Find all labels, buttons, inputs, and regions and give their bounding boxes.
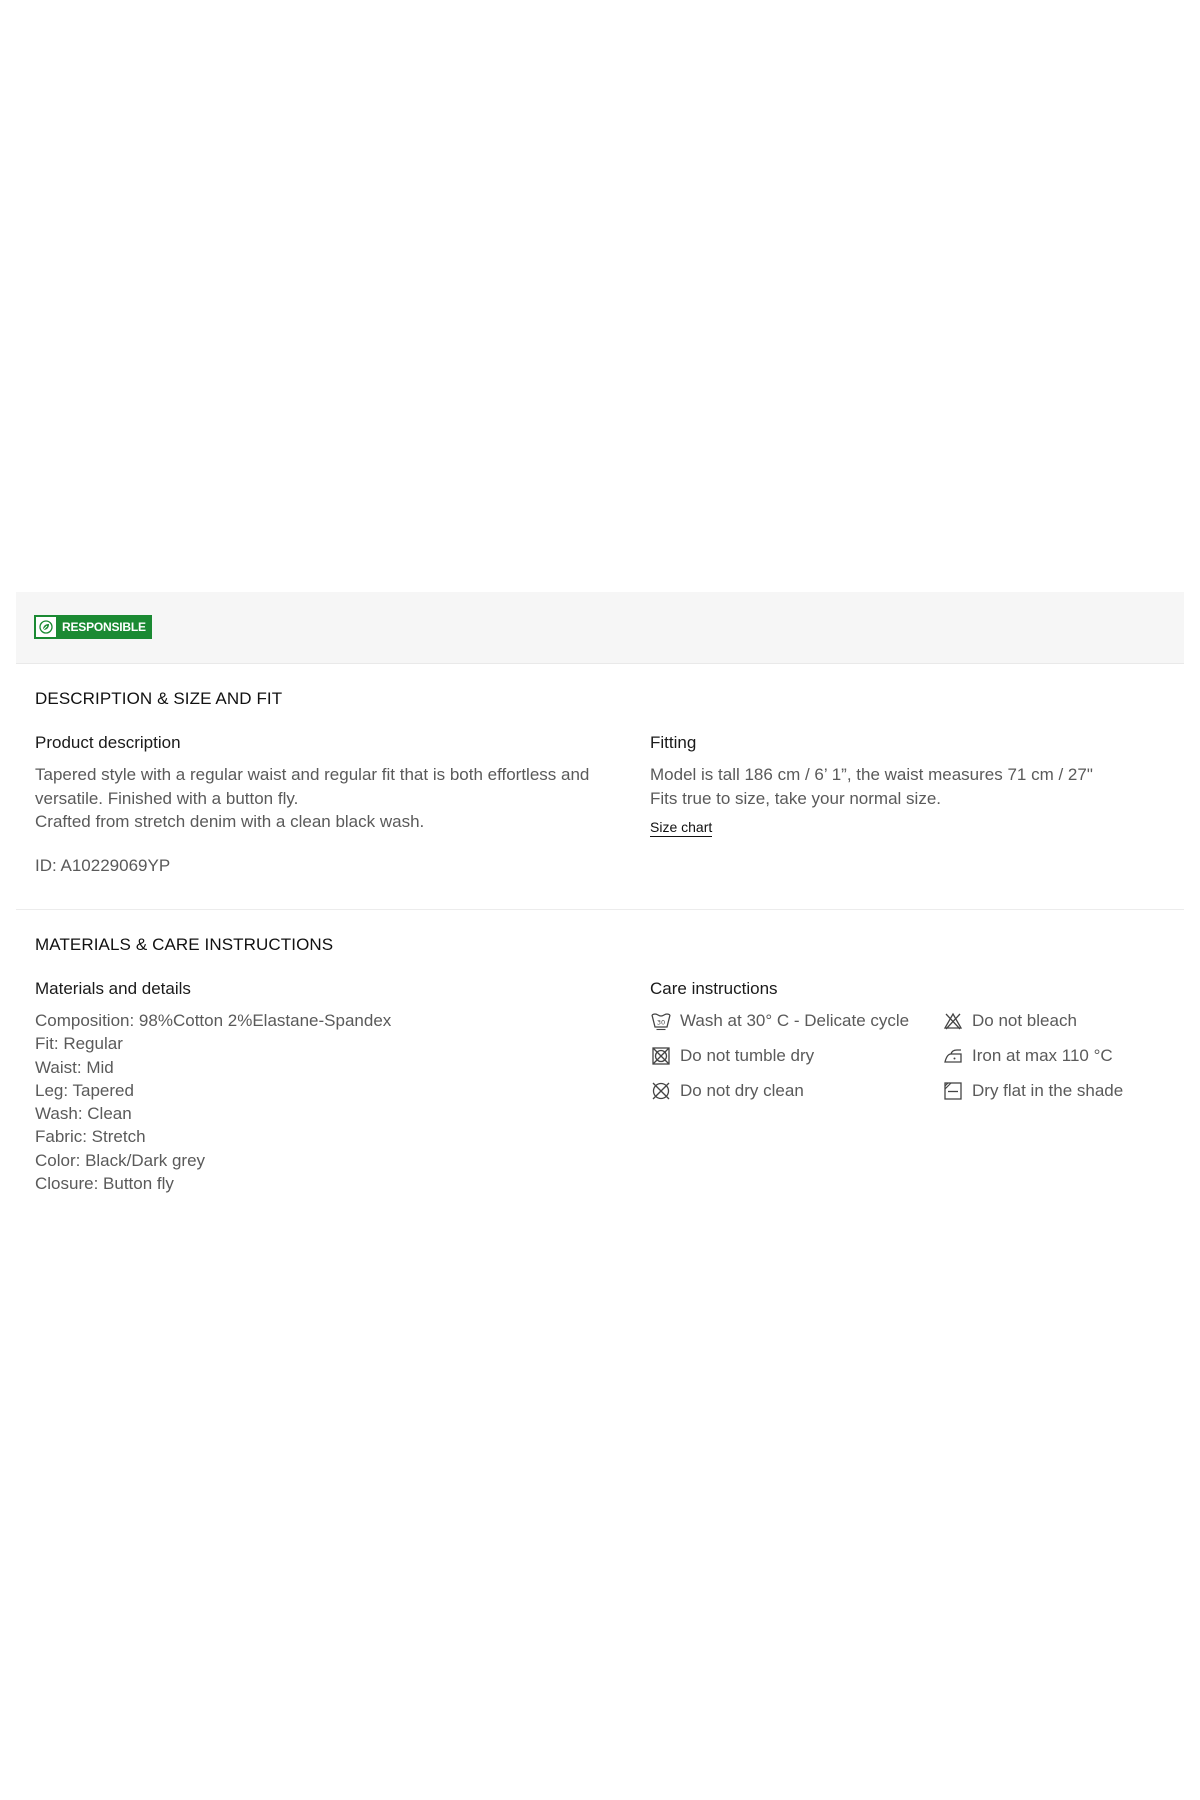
care-item-dry-clean [650,1079,942,1103]
material-item: Leg: Tapered [35,1080,134,1100]
responsible-banner [16,592,1184,664]
fitting-line: Model is tall 186 cm / 6’ 1”, the waist measures 71 cm / 27" [650,765,1093,784]
iron-low-icon [942,1045,964,1067]
no-dry-clean-icon [650,1080,672,1102]
responsible-badge[interactable] [34,615,152,639]
material-item: Composition: 98%Cotton 2%Elastane-Spandex [35,1011,392,1030]
materials-care-section [16,910,1184,1210]
materials-list [35,1009,625,1195]
care-label: Wash at 30° C - Delicate cycle [680,1011,910,1030]
description-line: Crafted from stretch denim with a clean black wash. [35,812,425,831]
material-item: Fit: Regular [35,1034,123,1054]
material-item: Waist: Mid [35,1057,114,1077]
product-id: ID: A10229069YP [35,855,171,875]
product-description-block [35,733,625,876]
fitting-title: Fitting [650,733,697,752]
description-line: versatile. Finished with a button fly. [35,788,299,808]
care-item-tumble [650,1044,942,1068]
fitting-block [650,733,1170,837]
care-label: Dry flat in the shade [972,1081,1124,1100]
product-description-text [35,763,625,834]
section-title-materials: MATERIALS & CARE INSTRUCTIONS [35,935,334,954]
material-item: Color: Black/Dark grey [35,1150,206,1170]
svg-text:30: 30 [656,1018,666,1027]
fitting-text [650,763,1170,810]
material-item: Closure: Button fly [35,1174,174,1194]
care-item-wash [650,1009,942,1033]
materials-block [35,979,625,1195]
care-item-bleach [942,1009,1162,1033]
product-description-title: Product description [35,733,181,752]
description-line: Tapered style with a regular waist and regular fit that is both effortless and [35,765,590,784]
dry-flat-shade-icon [942,1080,964,1102]
materials-title: Materials and details [35,979,191,998]
material-item: Wash: Clean [35,1104,132,1124]
care-label: Do not bleach [972,1011,1077,1030]
care-item-dry-flat [942,1079,1162,1103]
care-label: Do not dry clean [680,1081,804,1100]
responsible-label: RESPONSIBLE [62,620,146,634]
fitting-line: Fits true to size, take your normal size. [650,788,941,808]
section-title-description: DESCRIPTION & SIZE AND FIT [35,689,283,708]
care-label: Do not tumble dry [680,1046,815,1065]
care-item-iron [942,1044,1162,1068]
care-title: Care instructions [650,979,778,998]
care-block [650,979,1170,1103]
description-size-fit-section [16,664,1184,910]
leaf-icon [36,617,56,637]
no-tumble-dry-icon [650,1045,672,1067]
material-item: Fabric: Stretch [35,1127,146,1147]
care-instructions-grid [650,1009,1170,1103]
size-chart-link[interactable]: Size chart [650,819,713,835]
no-bleach-icon [942,1010,964,1032]
wash-30-icon [650,1010,672,1032]
product-details-panel [16,592,1184,1210]
care-label: Iron at max 110 °C [972,1046,1113,1065]
